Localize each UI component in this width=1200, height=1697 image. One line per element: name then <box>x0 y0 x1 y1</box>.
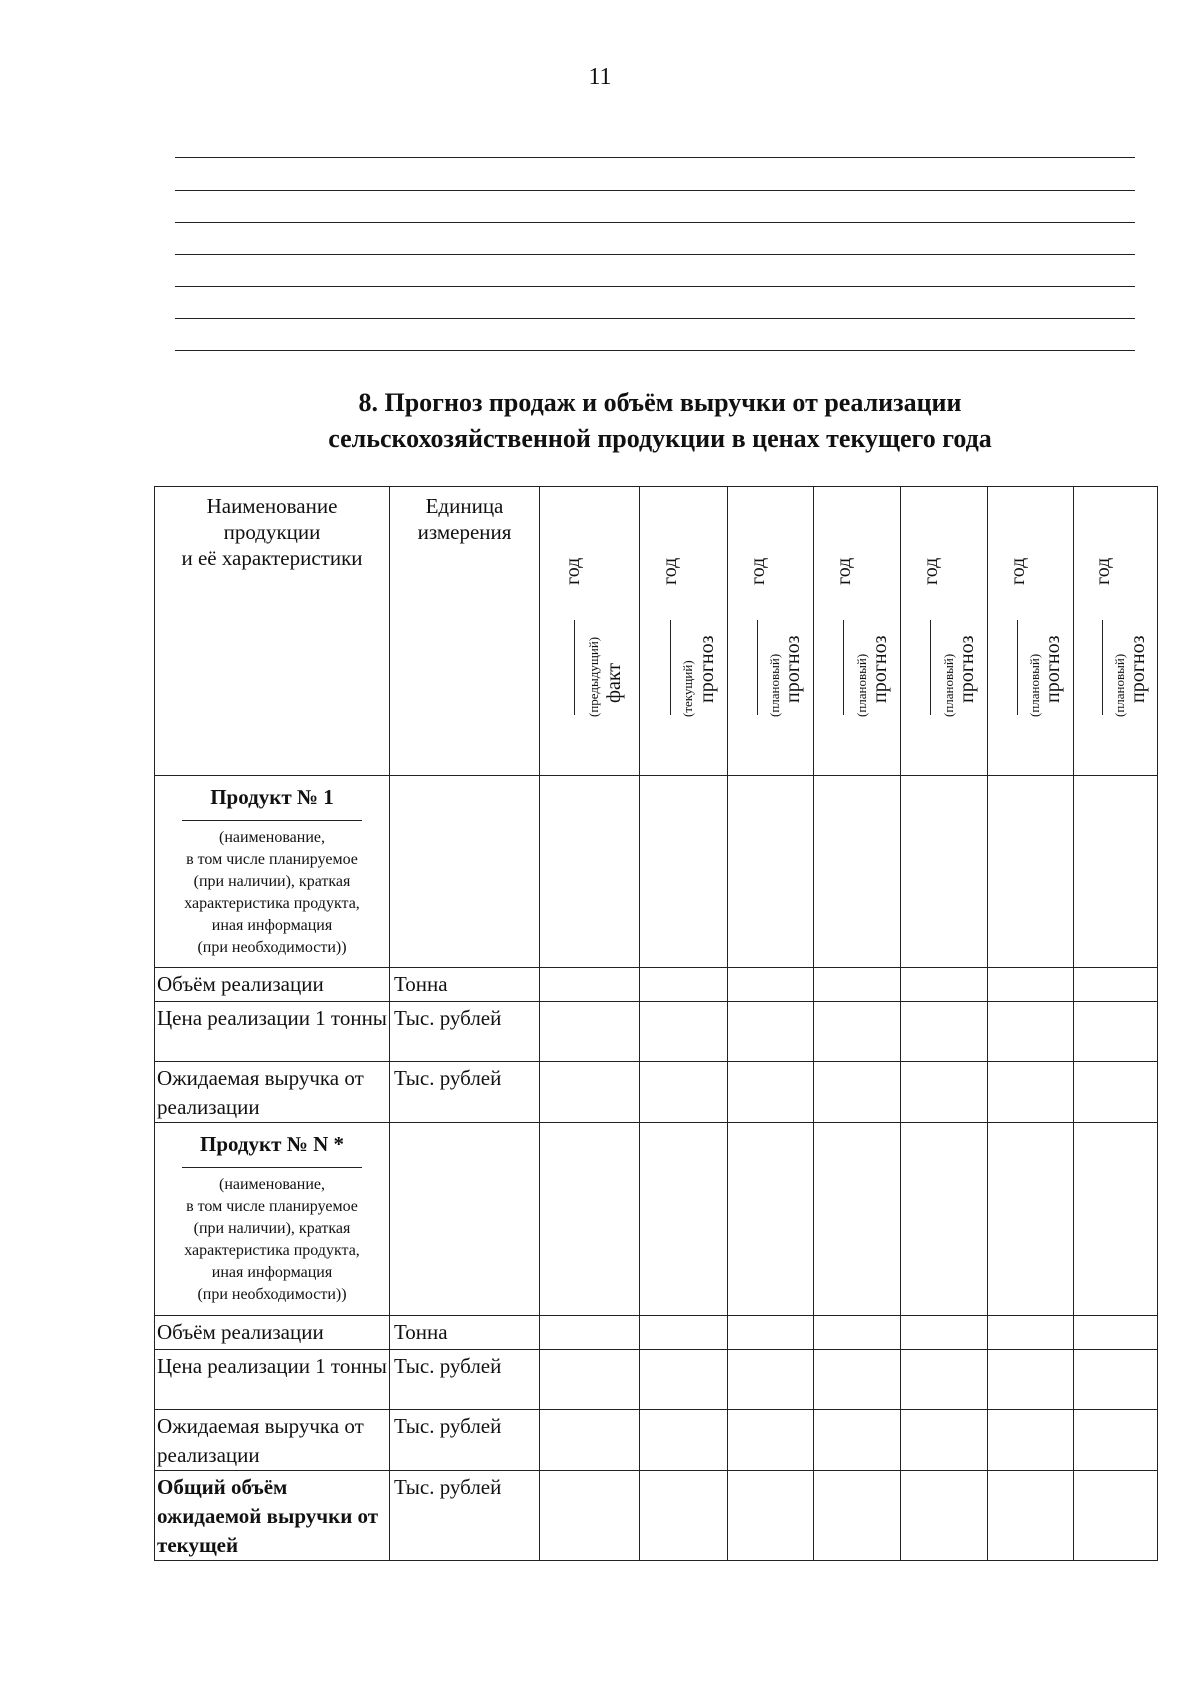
page-number: 11 <box>588 64 612 90</box>
header-period <box>728 487 814 776</box>
value-cell[interactable] <box>814 968 901 1002</box>
period-qualifier: (предыдущий) <box>585 636 601 717</box>
value-cell[interactable] <box>988 1316 1074 1350</box>
product-note-line: (при наличии), краткая <box>193 873 351 890</box>
value-cell[interactable] <box>901 1123 988 1316</box>
product-note-line: (при необходимости)) <box>197 939 347 956</box>
period-year: год <box>561 557 584 585</box>
header-period <box>540 487 640 776</box>
value-cell[interactable] <box>814 1350 901 1410</box>
metric-label: Ожидаемая выручка от реализации <box>155 1410 390 1471</box>
product-title: Продукт № 1 <box>210 785 334 809</box>
product-name-blank <box>182 1167 362 1168</box>
total-unit: Тыс. рублей <box>390 1471 540 1561</box>
period-label <box>640 487 727 775</box>
value-cell[interactable] <box>988 776 1074 968</box>
value-cell[interactable] <box>540 1350 640 1410</box>
value-cell[interactable] <box>640 1062 728 1123</box>
value-cell[interactable] <box>640 776 728 968</box>
header-unit: Единица измерения <box>390 487 540 776</box>
period-year: год <box>1006 557 1029 585</box>
period-qualifier: (плановый) <box>1027 653 1043 717</box>
value-cell[interactable] <box>540 968 640 1002</box>
period-year: год <box>832 557 855 585</box>
value-cell[interactable] <box>728 1123 814 1316</box>
period-kind: прогноз <box>695 635 718 703</box>
value-cell[interactable] <box>988 1002 1074 1062</box>
metric-label: Цена реализации 1 тонны <box>155 1350 390 1410</box>
unit-cell[interactable] <box>390 1123 540 1316</box>
value-cell[interactable] <box>540 1471 640 1561</box>
value-cell[interactable] <box>814 1062 901 1123</box>
header-row <box>155 487 1158 776</box>
period-label <box>814 487 900 775</box>
value-cell[interactable] <box>814 1410 901 1471</box>
blank-line <box>175 350 1135 351</box>
value-cell[interactable] <box>1074 1123 1158 1316</box>
period-year-blank <box>670 620 671 715</box>
metric-row <box>155 1350 1158 1410</box>
product-note-line: (наименование, <box>218 1176 325 1193</box>
value-cell[interactable] <box>728 968 814 1002</box>
value-cell[interactable] <box>988 968 1074 1002</box>
header-product-name: Наименование продукции и её характеристики <box>155 487 390 776</box>
value-cell[interactable] <box>640 1316 728 1350</box>
product-note <box>157 827 387 959</box>
product-note-line: (при необходимости)) <box>197 1286 347 1303</box>
value-cell[interactable] <box>1074 776 1158 968</box>
value-cell[interactable] <box>1074 1410 1158 1471</box>
value-cell[interactable] <box>640 1002 728 1062</box>
blank-line <box>175 254 1135 255</box>
value-cell[interactable] <box>728 776 814 968</box>
metric-unit: Тыс. рублей <box>390 1002 540 1062</box>
value-cell[interactable] <box>988 1350 1074 1410</box>
value-cell[interactable] <box>540 1316 640 1350</box>
product-note-line: характеристика продукта, <box>184 895 360 912</box>
period-kind: прогноз <box>1042 635 1065 703</box>
period-year: год <box>919 557 942 585</box>
period-year: год <box>1092 557 1115 585</box>
value-cell[interactable] <box>988 1471 1074 1561</box>
value-cell[interactable] <box>540 1410 640 1471</box>
period-qualifier: (плановый) <box>767 653 783 717</box>
product-row <box>155 1123 1158 1316</box>
header-period <box>814 487 901 776</box>
value-cell[interactable] <box>1074 1350 1158 1410</box>
metric-label: Объём реализации <box>155 968 390 1002</box>
total-label: Общий объём ожидаемой выручки от текущей <box>155 1471 390 1561</box>
product-cell <box>155 776 390 968</box>
metric-row <box>155 1410 1158 1471</box>
period-kind: факт <box>603 662 626 703</box>
value-cell[interactable] <box>728 1062 814 1123</box>
product-note-line: в том числе планируемое <box>186 851 358 868</box>
product-note-line: (наименование, <box>218 829 325 846</box>
value-cell[interactable] <box>1074 1471 1158 1561</box>
value-cell[interactable] <box>988 1123 1074 1316</box>
value-cell[interactable] <box>901 1062 988 1123</box>
unit-cell[interactable] <box>390 776 540 968</box>
product-note-line: характеристика продукта, <box>184 1242 360 1259</box>
sales-forecast-table <box>154 486 1158 1561</box>
header-period <box>988 487 1074 776</box>
product-note-line: иная информация <box>211 917 333 934</box>
value-cell[interactable] <box>728 1410 814 1471</box>
total-row <box>155 1471 1158 1561</box>
value-cell[interactable] <box>640 1123 728 1316</box>
period-label <box>988 487 1073 775</box>
period-year-blank <box>843 620 844 715</box>
value-cell[interactable] <box>814 1316 901 1350</box>
value-cell[interactable] <box>814 1471 901 1561</box>
period-year-blank <box>930 620 931 715</box>
blank-line <box>175 157 1135 158</box>
blank-line <box>175 318 1135 319</box>
period-label <box>728 487 813 775</box>
header-period <box>1074 487 1158 776</box>
metric-unit: Тыс. рублей <box>390 1062 540 1123</box>
period-kind: прогноз <box>869 635 892 703</box>
period-year-blank <box>1017 620 1018 715</box>
metric-label: Ожидаемая выручка от реализации <box>155 1062 390 1123</box>
value-cell[interactable] <box>540 776 640 968</box>
value-cell[interactable] <box>540 1062 640 1123</box>
product-note-line: иная информация <box>211 1264 333 1281</box>
period-year: год <box>746 557 769 585</box>
metric-row <box>155 1062 1158 1123</box>
metric-label: Цена реализации 1 тонны <box>155 1002 390 1062</box>
product-row <box>155 776 1158 968</box>
value-cell[interactable] <box>640 1471 728 1561</box>
period-label <box>1074 487 1157 775</box>
value-cell[interactable] <box>728 1350 814 1410</box>
blank-line <box>175 222 1135 223</box>
header-period <box>901 487 988 776</box>
period-kind: прогноз <box>782 635 805 703</box>
metric-row <box>155 968 1158 1002</box>
value-cell[interactable] <box>901 968 988 1002</box>
metric-row <box>155 1002 1158 1062</box>
product-name-blank <box>182 820 362 821</box>
period-year-blank <box>757 620 758 715</box>
value-cell[interactable] <box>728 1471 814 1561</box>
product-cell <box>155 1123 390 1316</box>
value-cell[interactable] <box>814 776 901 968</box>
metric-label: Объём реализации <box>155 1316 390 1350</box>
blank-line <box>175 190 1135 191</box>
value-cell[interactable] <box>988 1062 1074 1123</box>
section-title <box>180 385 1140 457</box>
period-kind: прогноз <box>956 635 979 703</box>
period-label <box>540 487 639 775</box>
metric-row <box>155 1316 1158 1350</box>
metric-unit: Тыс. рублей <box>390 1350 540 1410</box>
value-cell[interactable] <box>814 1123 901 1316</box>
value-cell[interactable] <box>640 968 728 1002</box>
value-cell[interactable] <box>901 1471 988 1561</box>
value-cell[interactable] <box>1074 1316 1158 1350</box>
period-qualifier: (плановый) <box>940 653 956 717</box>
table-body <box>155 776 1158 1561</box>
value-cell[interactable] <box>540 1002 640 1062</box>
product-note <box>157 1174 387 1306</box>
period-year: год <box>659 557 682 585</box>
product-note-line: в том числе планируемое <box>186 1198 358 1215</box>
period-qualifier: (плановый) <box>1112 653 1128 717</box>
value-cell[interactable] <box>1074 968 1158 1002</box>
value-cell[interactable] <box>640 1410 728 1471</box>
value-cell[interactable] <box>988 1410 1074 1471</box>
product-title: Продукт № N * <box>200 1132 344 1156</box>
value-cell[interactable] <box>901 1002 988 1062</box>
period-kind: прогноз <box>1127 635 1150 703</box>
value-cell[interactable] <box>814 1002 901 1062</box>
section-title-line: сельскохозяйственной продукции в ценах текущего года <box>328 424 992 453</box>
period-label <box>901 487 987 775</box>
metric-unit: Тонна <box>390 1316 540 1350</box>
value-cell[interactable] <box>540 1123 640 1316</box>
value-cell[interactable] <box>728 1002 814 1062</box>
value-cell[interactable] <box>728 1316 814 1350</box>
section-title-line: 8. Прогноз продаж и объём выручки от реализации <box>358 388 962 417</box>
blank-line <box>175 286 1135 287</box>
product-note-line: (при наличии), краткая <box>193 1220 351 1237</box>
value-cell[interactable] <box>901 776 988 968</box>
header-period <box>640 487 728 776</box>
value-cell[interactable] <box>1074 1002 1158 1062</box>
metric-unit: Тыс. рублей <box>390 1410 540 1471</box>
metric-unit: Тонна <box>390 968 540 1002</box>
period-year-blank <box>574 620 575 715</box>
value-cell[interactable] <box>1074 1062 1158 1123</box>
period-qualifier: (плановый) <box>853 653 869 717</box>
value-cell[interactable] <box>901 1350 988 1410</box>
value-cell[interactable] <box>901 1410 988 1471</box>
value-cell[interactable] <box>901 1316 988 1350</box>
period-qualifier: (текущий) <box>680 660 696 717</box>
value-cell[interactable] <box>640 1350 728 1410</box>
period-year-blank <box>1102 620 1103 715</box>
